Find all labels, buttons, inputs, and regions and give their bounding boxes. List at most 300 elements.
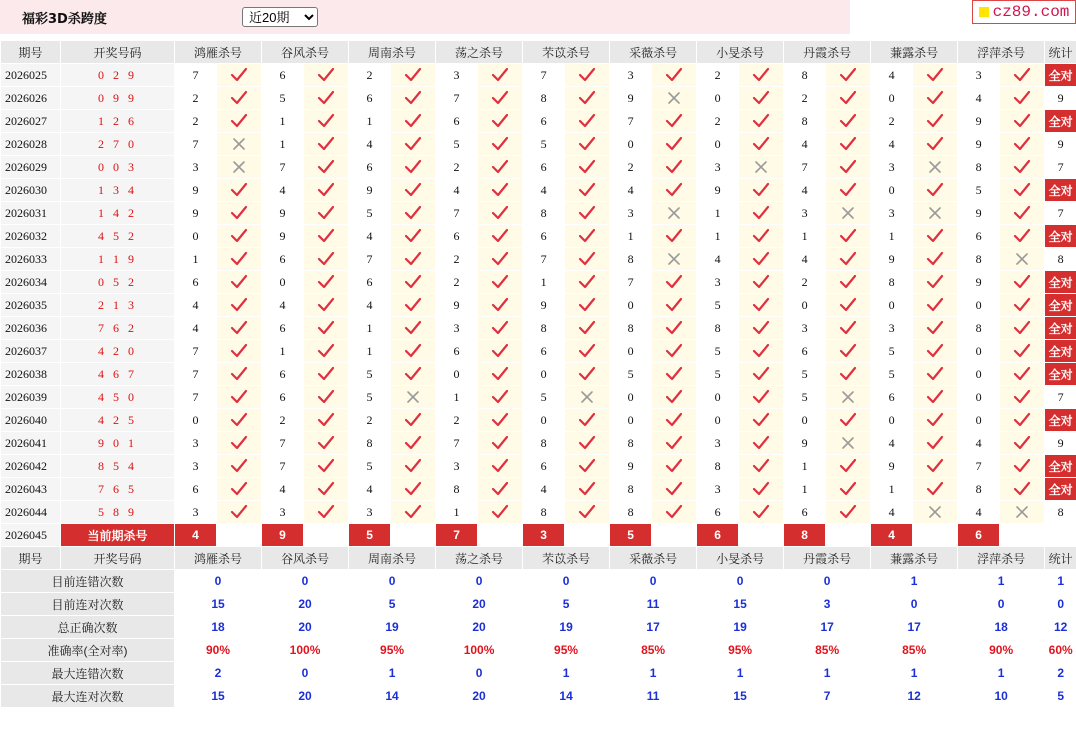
check-icon	[826, 501, 871, 524]
check-icon	[217, 225, 262, 248]
summary-value: 15	[175, 593, 262, 616]
check-icon	[839, 297, 857, 313]
draw-number-cell: 4 5 2	[61, 225, 175, 248]
check-icon	[652, 64, 697, 87]
kill-number-cell: 9	[610, 455, 652, 478]
stat-cell: 全对	[1045, 340, 1076, 363]
summary-value: 0	[436, 570, 523, 593]
summary-value: 19	[523, 616, 610, 639]
check-icon	[1000, 87, 1045, 110]
check-icon	[739, 340, 784, 363]
check-icon	[578, 251, 596, 267]
check-icon	[752, 389, 770, 405]
check-icon	[739, 363, 784, 386]
check-icon	[1000, 202, 1045, 225]
check-icon	[578, 435, 596, 451]
check-icon	[1013, 182, 1031, 198]
header-expert: 浮萍杀号	[958, 547, 1045, 570]
check-icon	[565, 202, 610, 225]
kill-number-cell: 8	[523, 317, 565, 340]
check-icon	[391, 294, 436, 317]
kill-number-cell: 9	[523, 294, 565, 317]
check-icon	[478, 478, 523, 501]
kill-number-cell: 0	[784, 294, 826, 317]
kill-number-cell: 0	[958, 294, 1000, 317]
summary-value: 12	[1045, 616, 1076, 639]
check-icon	[404, 366, 422, 382]
check-icon	[491, 136, 509, 152]
check-icon	[652, 363, 697, 386]
check-icon	[565, 87, 610, 110]
cross-icon	[754, 160, 768, 174]
kill-number-cell: 2	[436, 409, 478, 432]
period-cell: 2026027	[1, 110, 61, 133]
stat-cell: 7	[1045, 156, 1076, 179]
period-cell: 2026035	[1, 294, 61, 317]
header-period: 期号	[1, 41, 61, 64]
kill-number-cell: 1	[523, 271, 565, 294]
kill-number-cell: 9	[697, 179, 739, 202]
summary-value: 14	[349, 685, 436, 708]
check-icon	[304, 64, 349, 87]
kill-number-cell: 0	[523, 363, 565, 386]
cross-icon	[1015, 505, 1029, 519]
check-icon	[404, 113, 422, 129]
check-icon	[491, 182, 509, 198]
check-icon	[578, 182, 596, 198]
kill-number-cell: 3	[175, 455, 217, 478]
kill-number-cell: 0	[958, 363, 1000, 386]
check-icon	[652, 179, 697, 202]
check-icon	[491, 389, 509, 405]
kill-number-cell: 1	[175, 248, 217, 271]
check-icon	[739, 455, 784, 478]
check-icon	[317, 274, 335, 290]
kill-number-cell: 9	[175, 202, 217, 225]
check-icon	[1013, 159, 1031, 175]
summary-value: 0	[871, 593, 958, 616]
summary-value: 17	[610, 616, 697, 639]
check-icon	[1000, 271, 1045, 294]
kill-number-cell: 7	[436, 432, 478, 455]
check-icon	[217, 340, 262, 363]
check-icon	[665, 228, 683, 244]
draw-number-cell: 1 2 6	[61, 110, 175, 133]
check-icon	[491, 274, 509, 290]
check-icon	[652, 133, 697, 156]
check-icon	[739, 432, 784, 455]
kill-number-cell: 8	[958, 317, 1000, 340]
period-cell: 2026026	[1, 87, 61, 110]
check-icon	[652, 501, 697, 524]
kill-number-cell: 0	[610, 340, 652, 363]
check-icon	[913, 133, 958, 156]
kill-number-cell: 4	[523, 478, 565, 501]
summary-value: 5	[523, 593, 610, 616]
header-expert: 小旻杀号	[697, 41, 784, 64]
check-icon	[739, 386, 784, 409]
current-kill-blank	[391, 524, 436, 547]
check-icon	[1000, 294, 1045, 317]
kill-number-cell: 9	[958, 271, 1000, 294]
check-icon	[578, 90, 596, 106]
cross-icon	[826, 386, 871, 409]
check-icon	[217, 271, 262, 294]
summary-value: 1	[523, 662, 610, 685]
current-kill-blank	[826, 524, 871, 547]
kill-number-cell: 4	[958, 432, 1000, 455]
check-icon	[578, 228, 596, 244]
check-icon	[404, 159, 422, 175]
check-icon	[478, 409, 523, 432]
kill-number-cell: 1	[349, 317, 391, 340]
summary-value: 11	[610, 685, 697, 708]
check-icon	[752, 182, 770, 198]
check-icon	[1000, 409, 1045, 432]
check-icon	[565, 409, 610, 432]
kill-number-cell: 1	[262, 340, 304, 363]
summary-value: 1	[871, 570, 958, 593]
check-icon	[391, 432, 436, 455]
summary-value: 15	[175, 685, 262, 708]
check-icon	[739, 202, 784, 225]
table-row	[1, 110, 1076, 133]
kill-number-cell: 5	[349, 386, 391, 409]
check-icon	[217, 179, 262, 202]
check-icon	[665, 182, 683, 198]
check-icon	[739, 501, 784, 524]
check-icon	[404, 435, 422, 451]
kill-number-cell: 9	[262, 202, 304, 225]
cross-icon	[1000, 248, 1045, 271]
check-icon	[913, 432, 958, 455]
summary-value: 0	[262, 662, 349, 685]
check-icon	[391, 501, 436, 524]
check-icon	[304, 294, 349, 317]
kill-number-cell: 8	[958, 248, 1000, 271]
kill-number-cell: 5	[349, 202, 391, 225]
cross-icon	[580, 390, 594, 404]
kill-number-cell: 3	[871, 156, 913, 179]
stat-cell: 全对	[1045, 455, 1076, 478]
kill-number-cell: 6	[523, 340, 565, 363]
stat-cell: 全对	[1045, 271, 1076, 294]
kill-number-cell: 8	[610, 478, 652, 501]
check-icon	[1013, 67, 1031, 83]
table-row	[1, 340, 1076, 363]
check-icon	[404, 67, 422, 83]
check-icon	[1000, 432, 1045, 455]
kill-number-cell: 1	[784, 478, 826, 501]
kill-number-cell: 8	[958, 156, 1000, 179]
check-icon	[839, 251, 857, 267]
summary-value: 3	[784, 593, 871, 616]
summary-value: 0	[262, 570, 349, 593]
kill-number-cell: 6	[784, 501, 826, 524]
check-icon	[478, 501, 523, 524]
kill-number-cell: 8	[697, 317, 739, 340]
draw-number-cell: 5 8 9	[61, 501, 175, 524]
check-icon	[304, 110, 349, 133]
current-kill-blank	[913, 524, 958, 547]
header-stat: 统计	[1045, 547, 1076, 570]
kill-number-cell: 4	[349, 294, 391, 317]
summary-row	[1, 662, 1076, 685]
top-bar	[0, 0, 1076, 40]
cross-icon	[1015, 252, 1029, 266]
summary-value: 0	[1045, 593, 1076, 616]
check-icon	[230, 458, 248, 474]
kill-number-cell: 0	[523, 409, 565, 432]
kill-number-cell: 6	[262, 363, 304, 386]
check-icon	[839, 136, 857, 152]
check-icon	[404, 343, 422, 359]
table-row	[1, 501, 1076, 524]
table-row	[1, 363, 1076, 386]
current-kill-number: 9	[262, 524, 304, 547]
check-icon	[478, 432, 523, 455]
check-icon	[404, 504, 422, 520]
period-range-select[interactable]	[242, 7, 318, 27]
check-icon	[752, 228, 770, 244]
kill-number-cell: 6	[436, 110, 478, 133]
kill-number-cell: 5	[784, 386, 826, 409]
check-icon	[913, 179, 958, 202]
check-icon	[230, 297, 248, 313]
summary-value: 19	[349, 616, 436, 639]
check-icon	[304, 409, 349, 432]
check-icon	[217, 202, 262, 225]
logo-square-icon	[979, 7, 989, 17]
check-icon	[304, 179, 349, 202]
stat-cell: 9	[1045, 432, 1076, 455]
stat-cell: 8	[1045, 501, 1076, 524]
check-icon	[317, 412, 335, 428]
check-icon	[1000, 133, 1045, 156]
check-icon	[404, 228, 422, 244]
period-cell: 2026033	[1, 248, 61, 271]
check-icon	[491, 343, 509, 359]
table-row	[1, 133, 1076, 156]
table-row	[1, 64, 1076, 87]
header-expert: 蒹露杀号	[871, 41, 958, 64]
check-icon	[478, 133, 523, 156]
current-kill-blank	[478, 524, 523, 547]
kill-number-cell: 7	[436, 87, 478, 110]
table-row	[1, 225, 1076, 248]
kill-number-cell: 6	[523, 156, 565, 179]
draw-number-cell: 4 6 7	[61, 363, 175, 386]
check-icon	[826, 133, 871, 156]
table-row	[1, 271, 1076, 294]
current-stat-blank	[1045, 524, 1076, 547]
check-icon	[230, 182, 248, 198]
period-cell: 2026036	[1, 317, 61, 340]
check-icon	[565, 156, 610, 179]
check-icon	[391, 340, 436, 363]
kill-number-cell: 0	[958, 386, 1000, 409]
draw-number-cell: 0 0 3	[61, 156, 175, 179]
draw-number-cell: 9 0 1	[61, 432, 175, 455]
header-draw: 开奖号码	[61, 547, 175, 570]
cross-icon	[928, 160, 942, 174]
header-expert: 芣苡杀号	[523, 547, 610, 570]
check-icon	[913, 64, 958, 87]
kill-number-cell: 6	[262, 248, 304, 271]
check-icon	[317, 435, 335, 451]
summary-row	[1, 616, 1076, 639]
check-icon	[478, 64, 523, 87]
kill-number-cell: 5	[697, 363, 739, 386]
kill-number-cell: 4	[610, 179, 652, 202]
check-icon	[1013, 113, 1031, 129]
kill-number-cell: 4	[958, 501, 1000, 524]
check-icon	[752, 67, 770, 83]
kill-number-cell: 6	[175, 478, 217, 501]
check-icon	[491, 205, 509, 221]
check-icon	[913, 455, 958, 478]
kill-number-cell: 2	[784, 271, 826, 294]
summary-value: 0	[349, 570, 436, 593]
check-icon	[304, 455, 349, 478]
check-icon	[230, 366, 248, 382]
check-icon	[565, 501, 610, 524]
check-icon	[230, 435, 248, 451]
check-icon	[1013, 412, 1031, 428]
kill-number-cell: 7	[175, 133, 217, 156]
stat-cell: 9	[1045, 133, 1076, 156]
check-icon	[404, 274, 422, 290]
site-logo[interactable]	[972, 0, 1076, 24]
summary-value: 12	[871, 685, 958, 708]
check-icon	[317, 458, 335, 474]
header-period: 期号	[1, 547, 61, 570]
check-icon	[826, 64, 871, 87]
check-icon	[652, 225, 697, 248]
cross-icon	[841, 390, 855, 404]
check-icon	[217, 294, 262, 317]
check-icon	[665, 159, 683, 175]
check-icon	[565, 179, 610, 202]
check-icon	[217, 409, 262, 432]
kill-number-cell: 0	[610, 294, 652, 317]
kill-number-cell: 5	[349, 455, 391, 478]
check-icon	[565, 64, 610, 87]
check-icon	[217, 248, 262, 271]
check-icon	[578, 205, 596, 221]
kill-number-cell: 3	[784, 317, 826, 340]
check-icon	[826, 87, 871, 110]
kill-number-cell: 6	[871, 386, 913, 409]
check-icon	[491, 228, 509, 244]
cross-icon	[841, 206, 855, 220]
draw-number-cell: 0 9 9	[61, 87, 175, 110]
check-icon	[752, 458, 770, 474]
check-icon	[230, 481, 248, 497]
check-icon	[926, 320, 944, 336]
kill-table	[0, 40, 1076, 708]
kill-number-cell: 0	[958, 409, 1000, 432]
table-row	[1, 432, 1076, 455]
kill-number-cell: 5	[610, 363, 652, 386]
check-icon	[217, 432, 262, 455]
check-icon	[839, 113, 857, 129]
check-icon	[230, 320, 248, 336]
draw-number-cell: 0 2 9	[61, 64, 175, 87]
check-icon	[739, 248, 784, 271]
check-icon	[739, 87, 784, 110]
check-icon	[565, 455, 610, 478]
check-icon	[839, 366, 857, 382]
kill-number-cell: 7	[349, 248, 391, 271]
cross-icon	[928, 505, 942, 519]
summary-value: 20	[262, 685, 349, 708]
check-icon	[404, 297, 422, 313]
kill-number-cell: 5	[871, 340, 913, 363]
check-icon	[913, 225, 958, 248]
check-icon	[578, 343, 596, 359]
check-icon	[839, 228, 857, 244]
summary-value: 18	[175, 616, 262, 639]
check-icon	[752, 343, 770, 359]
kill-number-cell: 5	[871, 363, 913, 386]
check-icon	[304, 225, 349, 248]
check-icon	[839, 481, 857, 497]
header-expert: 采薇杀号	[610, 41, 697, 64]
cross-icon	[652, 202, 697, 225]
check-icon	[1013, 481, 1031, 497]
check-icon	[217, 501, 262, 524]
check-icon	[230, 274, 248, 290]
summary-value: 1	[871, 662, 958, 685]
check-icon	[826, 363, 871, 386]
kill-number-cell: 8	[349, 432, 391, 455]
summary-value: 11	[610, 593, 697, 616]
draw-number-cell: 7 6 2	[61, 317, 175, 340]
check-icon	[304, 156, 349, 179]
kill-number-cell: 2	[175, 110, 217, 133]
current-kill-number: 3	[523, 524, 565, 547]
check-icon	[752, 274, 770, 290]
kill-number-cell: 4	[871, 501, 913, 524]
kill-number-cell: 1	[262, 110, 304, 133]
kill-number-cell: 8	[610, 248, 652, 271]
kill-number-cell: 0	[871, 294, 913, 317]
check-icon	[926, 90, 944, 106]
cross-icon	[913, 202, 958, 225]
check-icon	[826, 156, 871, 179]
kill-number-cell: 0	[697, 409, 739, 432]
kill-number-cell: 4	[784, 179, 826, 202]
check-icon	[217, 386, 262, 409]
check-icon	[1000, 156, 1045, 179]
kill-number-cell: 2	[697, 64, 739, 87]
kill-number-cell: 0	[610, 386, 652, 409]
check-icon	[304, 340, 349, 363]
kill-number-cell: 4	[784, 248, 826, 271]
kill-number-cell: 1	[610, 225, 652, 248]
check-icon	[478, 271, 523, 294]
check-icon	[1013, 320, 1031, 336]
summary-value: 19	[697, 616, 784, 639]
check-icon	[739, 409, 784, 432]
check-icon	[404, 251, 422, 267]
check-icon	[665, 113, 683, 129]
kill-number-cell: 6	[262, 386, 304, 409]
check-icon	[317, 504, 335, 520]
summary-value: 0	[610, 570, 697, 593]
check-icon	[230, 504, 248, 520]
